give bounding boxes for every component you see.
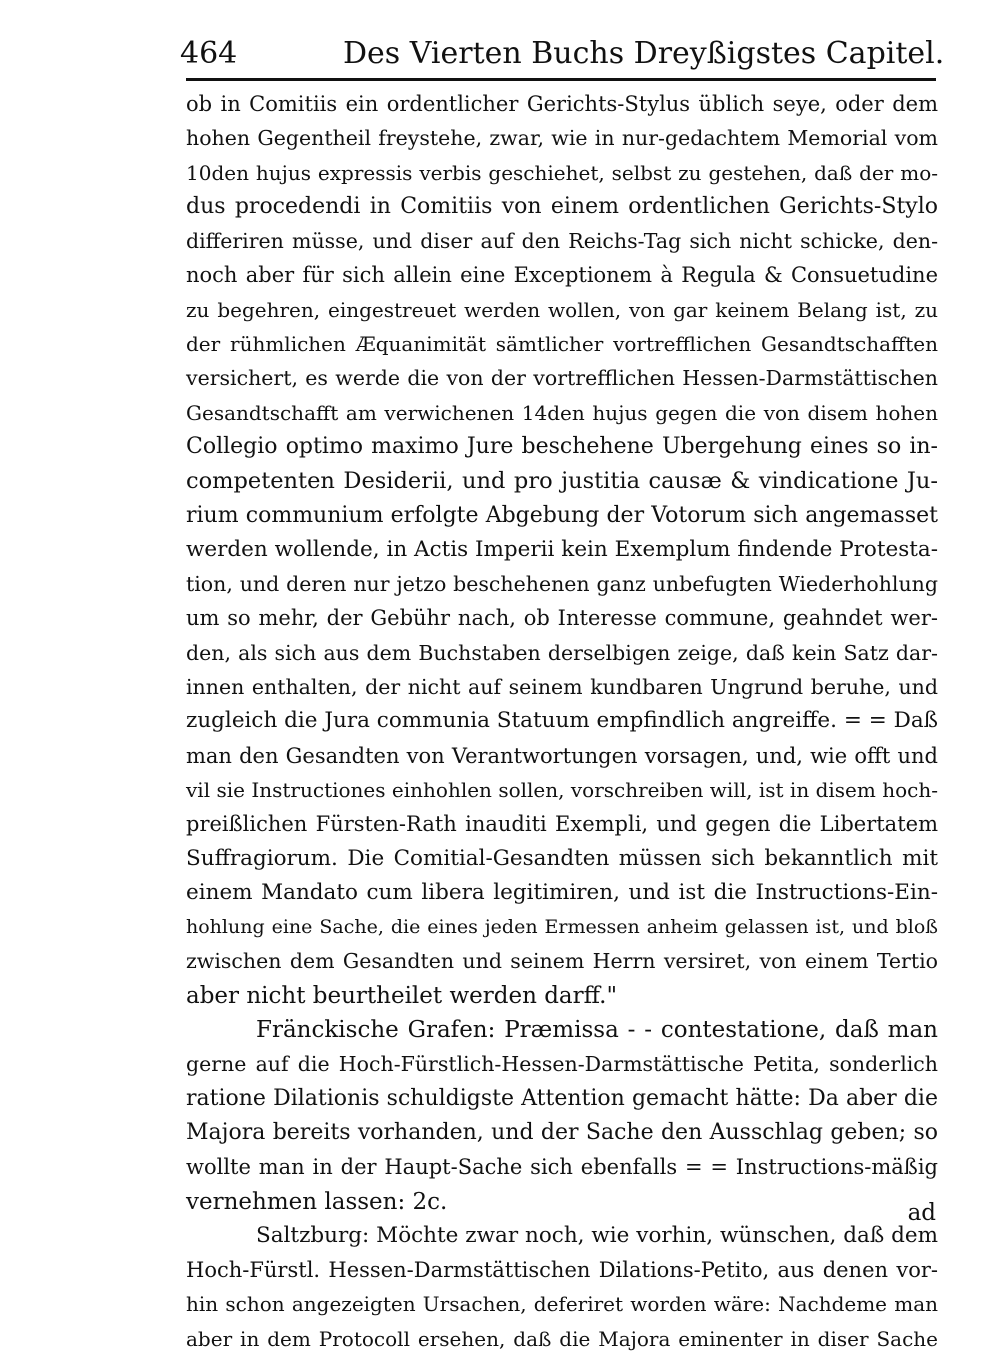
text-line: differiren müsse, und diser auf den Reichs-Tag sich nicht schicke, den-	[186, 229, 938, 254]
text-line: der rühmlichen Æquanimität sämtlicher vortrefflichen Gesandtschafften	[186, 332, 938, 357]
text-line: zugleich die Jura communia Statuum empfindlich angreiffe. = = Daß	[186, 708, 938, 734]
text-line: Hoch-Fürstl. Hessen-Darmstättischen Dilations-Petito, aus denen vor-	[186, 1258, 938, 1283]
text-line: aber nicht beurtheilet werden darff."	[186, 982, 618, 1009]
text-line: um so mehr, der Gebühr nach, ob Interesse commune, geahndet wer-	[186, 606, 938, 631]
text-line: gerne auf die Hoch-Fürstlich-Hessen-Darmstättische Petita, sonderlich	[186, 1052, 938, 1077]
text-line: aber in dem Protocoll ersehen, daß die Majora eminenter in diser Sache	[186, 1326, 938, 1351]
text-line: man den Gesandten von Verantwortungen vorsagen, und, wie offt und	[186, 743, 938, 768]
text-line: wollte man in der Haupt-Sache sich ebenfalls = = Instructions-mäßig	[186, 1155, 938, 1180]
text-line: vernehmen lassen: 2c.	[186, 1188, 448, 1215]
text-line: hin schon angezeigten Ursachen, deferiret worden wäre: Nachdeme man	[186, 1292, 938, 1317]
text-line: Gesandtschafft am verwichenen 14den hujus gegen die von disem hohen	[186, 400, 938, 425]
text-line: dus procedendi in Comitiis von einem ordentlichen Gerichts-Stylo	[186, 193, 938, 219]
text-line: preißlichen Fürsten-Rath inauditi Exempli, und gegen die Libertatem	[186, 812, 938, 837]
text-line: Suffragiorum. Die Comitial-Gesandten müssen sich bekanntlich mit	[186, 845, 938, 871]
text-line: noch aber für sich allein eine Exceptionem à Regula & Consuetudine	[186, 263, 938, 288]
text-line: einem Mandato cum libera legitimiren, und ist die Instructions-Ein-	[186, 879, 938, 905]
text-line: Collegio optimo maximo Jure beschehene Ubergehung eines so in-	[186, 433, 938, 459]
body-text	[186, 87, 938, 1356]
text-line: werden wollende, in Actis Imperii kein Exemplum findende Protesta-	[186, 536, 938, 562]
text-line: zu begehren, eingestreuet werden wollen, von gar keinem Belang ist, zu	[186, 297, 938, 322]
text-line: hohen Gegentheil freystehe, zwar, wie in nur-gedachtem Memorial vom	[186, 126, 938, 151]
text-line: 10den hujus expressis verbis geschiehet, selbst zu gestehen, daß der mo-	[186, 160, 938, 185]
running-head: Des Vierten Buchs Dreyßigstes Capitel.	[343, 36, 945, 71]
text-line: tion, und deren nur jetzo beschehenen ganz unbefugten Wiederhohlung	[186, 572, 938, 597]
page-number: 464	[180, 36, 238, 71]
text-line: den, als sich aus dem Buchstaben derselbigen zeige, daß kein Satz dar-	[186, 640, 938, 665]
paragraph-start-line: Fränckische Grafen: Præmissa - - contestatione, daß man	[256, 1017, 938, 1044]
text-line: ratione Dilationis schuldigste Attention gemacht hätte: Da aber die	[186, 1085, 938, 1111]
paragraph-start-line: Saltzburg: Möchte zwar noch, wie vorhin, wünschen, daß dem	[256, 1222, 938, 1248]
header-rule	[186, 78, 936, 81]
text-line: rium communium erfolgte Abgebung der Votorum sich angemasset	[186, 502, 938, 528]
text-line: ob in Comitiis ein ordentlicher Gerichts-Stylus üblich seye, oder dem	[186, 92, 938, 116]
text-line: hohlung eine Sache, die eines jeden Ermessen anheim gelassen ist, und bloß	[186, 916, 938, 939]
text-line: competenten Desiderii, und pro justitia causæ & vindicatione Ju-	[186, 468, 938, 495]
text-line: innen enthalten, der nicht auf seinem kundbaren Ungrund beruhe, und	[186, 675, 938, 700]
text-line: versichert, es werde die von der vortrefflichen Hessen-Darmstättischen	[186, 366, 938, 391]
page-header	[178, 30, 945, 80]
catchword: ad	[907, 1200, 936, 1226]
text-line: zwischen dem Gesandten und seinem Herrn versiret, von einem Tertio	[186, 949, 938, 974]
text-line: vil sie Instructiones einhohlen sollen, vorschreiben will, ist in disem hoch-	[186, 777, 938, 802]
text-line: Majora bereits vorhanden, und der Sache den Ausschlag geben; so	[186, 1119, 938, 1145]
